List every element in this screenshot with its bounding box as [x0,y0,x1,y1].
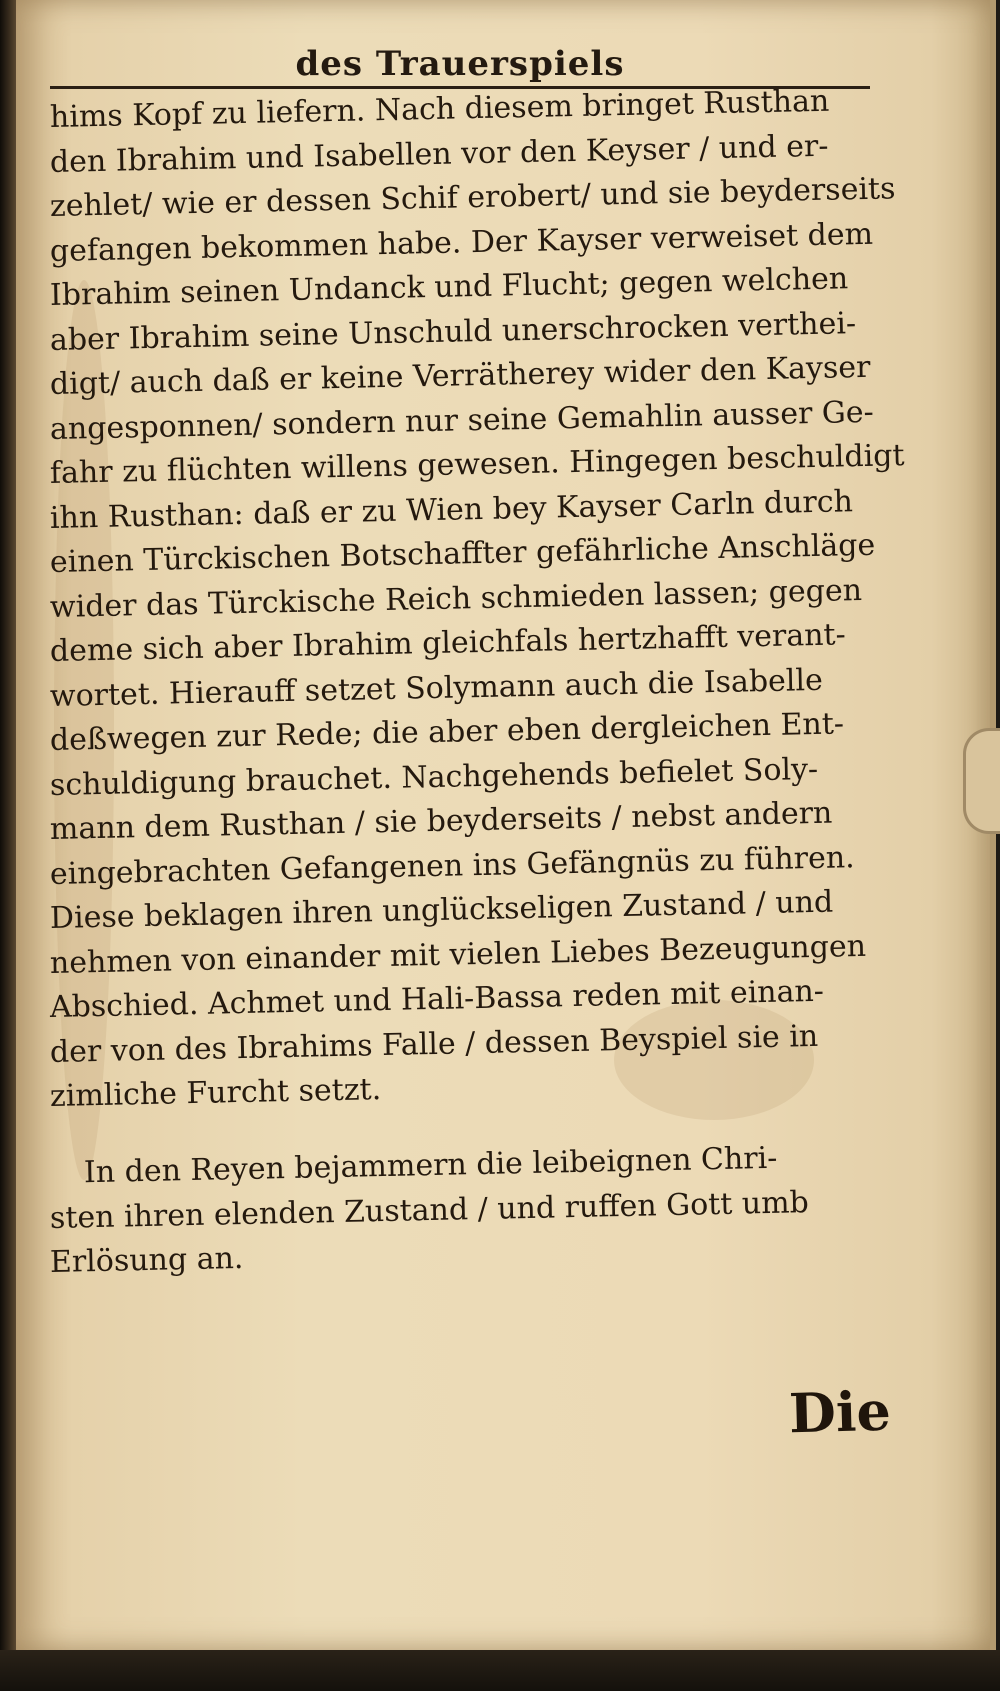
text-line: den Ibrahim und Isabellen vor den Keyser / und er- [49,128,829,180]
text-line: digt/ auch daß er keine Verrätherey wider den Kayser [49,349,871,402]
text-line: fahr zu flüchten willens gewesen. Hingegen beschuldigt [49,438,905,491]
text-line: zehlet/ wie er dessen Schif erobert/ und sie beyderseits [49,171,896,224]
text-line: deme sich aber Ibrahim gleichfals hertzhafft verant- [49,617,847,669]
catchword: Die [788,1378,892,1446]
text-line: angesponnen/ sondern nur seine Gemahlin ausser Ge- [49,394,875,447]
text-line: gefangen bekommen habe. Der Kayser verweiset dem [49,216,874,269]
text-line: der von des Ibrahims Falle / dessen Beyspiel sie in [49,1018,819,1070]
text-line: nehmen von einander mit vielen Liebes Bezeugungen [49,928,867,981]
text-line: eingebrachten Gefangenen ins Gefängnüs zu führen. [49,839,855,892]
text-line: Erlösung an. [49,1240,244,1280]
text-line: wider das Türckische Reich schmieden lassen; gegen [49,572,863,625]
paragraph-1 [49,83,905,1120]
page-tab [963,728,1000,834]
running-head: des Trauerspiels [295,44,625,84]
text-line: Ibrahim seinen Undanck und Flucht; gegen welchen [49,261,849,313]
book-gutter [0,0,16,1691]
text-line: schuldigung brauchet. Nachgehends befielet Soly- [49,751,819,803]
paragraph-2 [49,1140,880,1286]
text-line: einen Türckischen Botschaffter gefährliche Anschläge [49,527,876,580]
paper-page [14,0,996,1650]
text-line: Diese beklagen ihren unglückseligen Zustand / und [49,884,834,936]
text-line: deßwegen zur Rede; die aber eben dergleichen Ent- [49,706,845,758]
text-line: sten ihren elenden Zustand / und ruffen Gott umb [49,1184,810,1236]
text-line: mann dem Rusthan / sie beyderseits / nebst andern [49,795,833,847]
text-line: ihn Rusthan: daß er zu Wien bey Kayser Carln durch [49,483,854,536]
text-line: In den Reyen bejammern die leibeignen Chri- [83,1140,778,1191]
text-line: wortet. Hierauff setzet Solymann auch die Isabelle [49,662,824,714]
text-line: Abschied. Achmet und Hali-Bassa reden mit einan- [49,973,825,1025]
text-line: aber Ibrahim seine Unschuld unerschrocken verthei- [49,305,857,358]
text-line: hims Kopf zu liefern. Nach diesem bringet Rusthan [49,83,830,135]
page-bottom-edge [0,1650,1000,1691]
text-line: zimliche Furcht setzt. [49,1072,382,1114]
